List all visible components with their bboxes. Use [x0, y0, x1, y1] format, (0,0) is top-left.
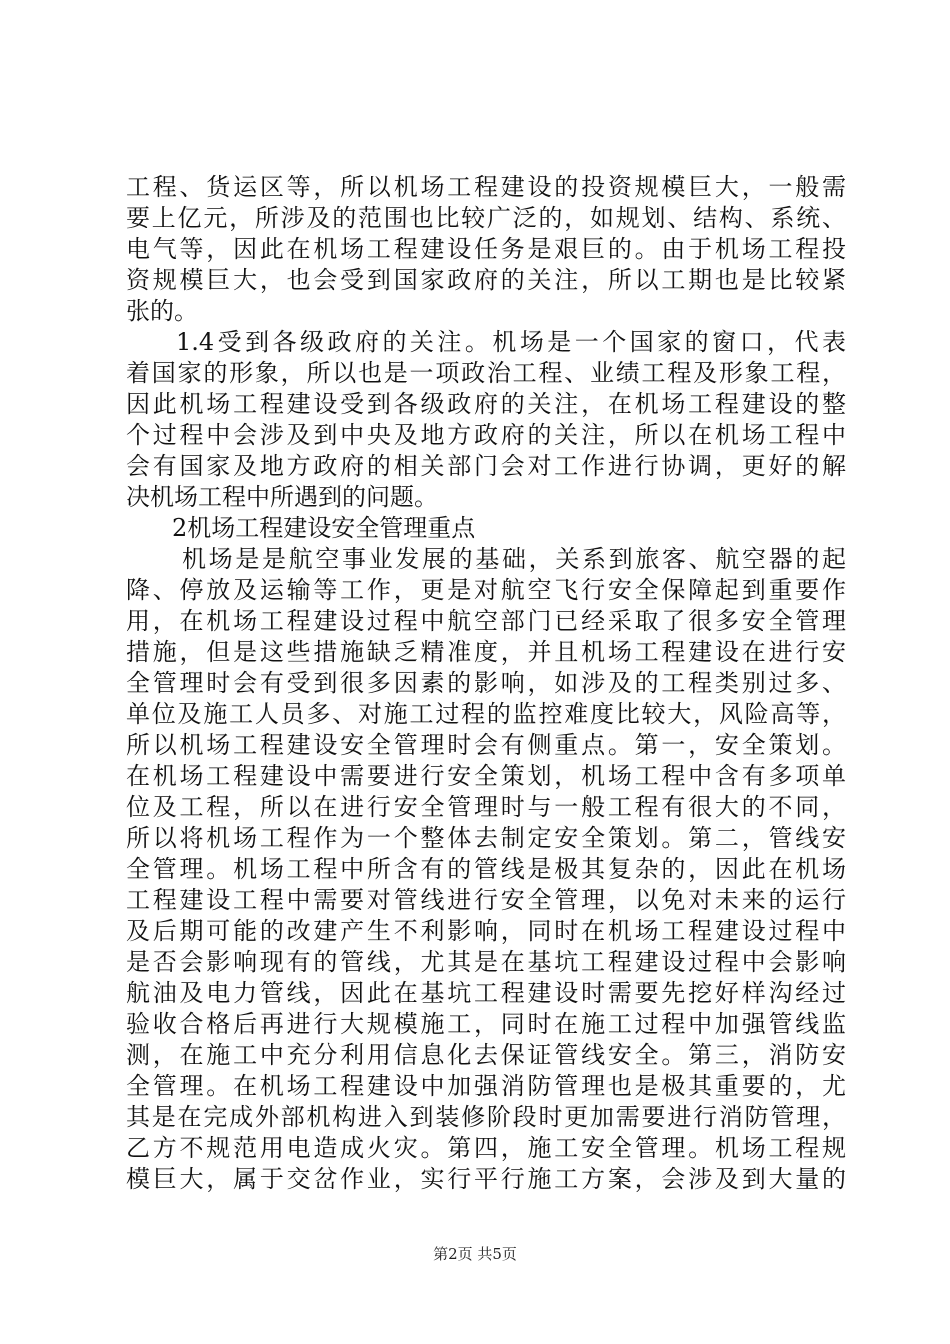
text-line: 着国家的形象，所以也是一项政治工程、业绩工程及形象工程，	[126, 359, 846, 387]
text-line: 所以机场工程建设安全管理时会有侧重点。第一，安全策划。	[126, 731, 846, 759]
text-line: 其是在完成外部机构进入到装修阶段时更加需要进行消防管理，	[126, 1103, 846, 1131]
text-line: 个过程中会涉及到中央及地方政府的关注，所以在机场工程中	[126, 421, 846, 449]
text-line: 测，在施工中充分利用信息化去保证管线安全。第三，消防安	[126, 1041, 846, 1069]
text-line: 决机场工程中所遇到的问题。	[126, 483, 438, 511]
text-line: 措施，但是这些措施缺乏精准度，并且机场工程建设在进行安	[126, 638, 846, 666]
text-line: 全管理。在机场工程建设中加强消防管理也是极其重要的，尤	[126, 1072, 846, 1100]
section-heading: 2机场工程建设安全管理重点	[172, 514, 476, 542]
text-line: 降、停放及运输等工作，更是对航空飞行安全保障起到重要作	[126, 576, 846, 604]
text-line: 位及工程，所以在进行安全管理时与一般工程有很大的不同，	[126, 793, 846, 821]
text-line: 乙方不规范用电造成火灾。第四，施工安全管理。机场工程规	[126, 1134, 846, 1162]
page-footer: 第2页 共5页	[433, 1245, 517, 1263]
text-line: 工程、货运区等，所以机场工程建设的投资规模巨大，一般需	[126, 173, 846, 201]
text-line: 航油及电力管线，因此在基坑工程建设时需要先挖好样沟经过	[126, 979, 846, 1007]
body-text	[126, 172, 846, 1195]
text-line: 张的。	[126, 297, 198, 325]
text-line: 所以将机场工程作为一个整体去制定安全策划。第二，管线安	[126, 824, 846, 852]
text-line: 验收合格后再进行大规模施工，同时在施工过程中加强管线监	[126, 1010, 846, 1038]
text-line: 1.4受到各级政府的关注。机场是一个国家的窗口，代表	[176, 328, 846, 356]
text-line: 及后期可能的改建产生不利影响，同时在机场工程建设过程中	[126, 917, 846, 945]
text-line: 是否会影响现有的管线，尤其是在基坑工程建设过程中会影响	[126, 948, 846, 976]
text-line: 会有国家及地方政府的相关部门会对工作进行协调，更好的解	[126, 452, 846, 480]
text-line: 全管理。机场工程中所含有的管线是极其复杂的，因此在机场	[126, 855, 846, 883]
text-line: 在机场工程建设中需要进行安全策划，机场工程中含有多项单	[126, 762, 846, 790]
text-line: 机场是是航空事业发展的基础，关系到旅客、航空器的起	[182, 545, 846, 573]
text-line: 工程建设工程中需要对管线进行安全管理，以免对未来的运行	[126, 886, 846, 914]
text-line: 因此机场工程建设受到各级政府的关注，在机场工程建设的整	[126, 390, 846, 418]
text-line: 模巨大，属于交岔作业，实行平行施工方案，会涉及到大量的	[126, 1165, 846, 1193]
text-line: 全管理时会有受到很多因素的影响，如涉及的工程类别过多、	[126, 669, 846, 697]
text-line: 用，在机场工程建设过程中航空部门已经采取了很多安全管理	[126, 607, 846, 635]
text-line: 要上亿元，所涉及的范围也比较广泛的，如规划、结构、系统、	[126, 204, 846, 232]
text-line: 资规模巨大，也会受到国家政府的关注，所以工期也是比较紧	[126, 266, 846, 294]
text-line: 单位及施工人员多、对施工过程的监控难度比较大，风险高等，	[126, 700, 846, 728]
text-line: 电气等，因此在机场工程建设任务是艰巨的。由于机场工程投	[126, 235, 846, 263]
